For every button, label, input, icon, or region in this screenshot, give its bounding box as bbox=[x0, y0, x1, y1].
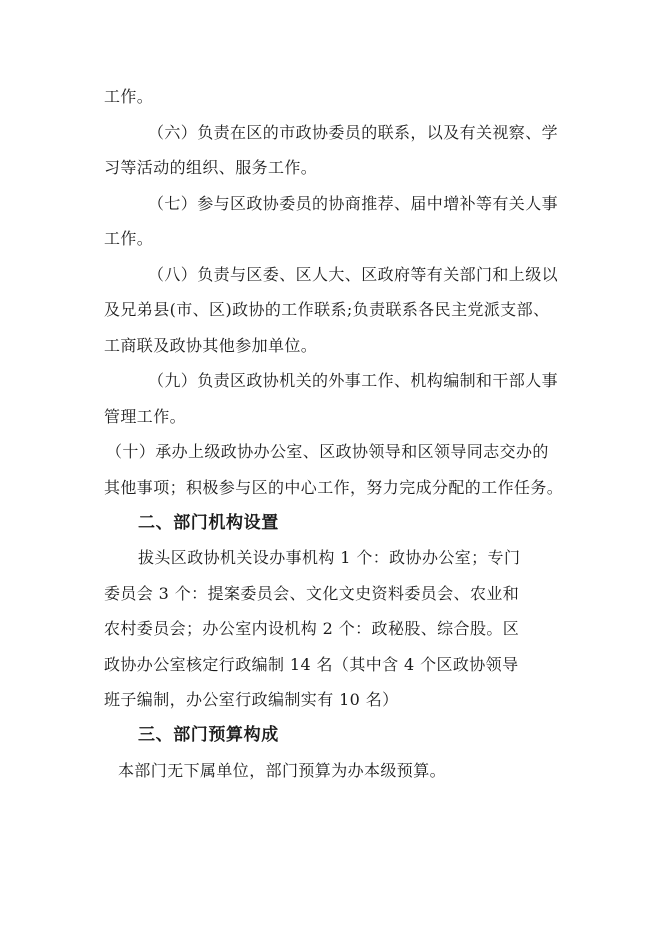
text-line: 及兄弟县(市、区)政协的工作联系;负责联系各民主党派支部、 bbox=[104, 300, 550, 319]
text-line: 本部门无下属单位，部门预算为办本级预算。 bbox=[118, 761, 447, 780]
text-line: 政协办公室核定行政编制 14 名（其中含 4 个区政协领导 bbox=[104, 655, 519, 674]
text-line: 其他事项；积极参与区的中心工作，努力完成分配的工作任务。 bbox=[104, 478, 564, 497]
text-line: （七）参与区政协委员的协商推荐、届中增补等有关人事 bbox=[148, 194, 559, 213]
text-line: （八）负责与区委、区人大、区政府等有关部门和上级以 bbox=[148, 265, 559, 284]
text-line: 管理工作。 bbox=[104, 407, 187, 426]
text-line: 农村委员会；办公室内设机构 2 个：政秘股、综合股。区 bbox=[104, 619, 520, 638]
text-line: （十）承办上级政协办公室、区政协领导和区领导同志交办的 bbox=[106, 442, 549, 461]
text-line: （六）负责在区的市政协委员的联系，以及有关视察、学 bbox=[148, 123, 559, 142]
text-line: 工作。 bbox=[104, 229, 154, 248]
section-heading: 二、部门机构设置 bbox=[138, 513, 279, 533]
text-line: 工商联及政协其他参加单位。 bbox=[104, 336, 318, 355]
text-line: （九）负责区政协机关的外事工作、机构编制和干部人事 bbox=[148, 371, 559, 390]
text-line: 委员会 3 个：提案委员会、文化文史资料委员会、农业和 bbox=[104, 584, 520, 603]
text-line: 习等活动的组织、服务工作。 bbox=[104, 158, 318, 177]
section-heading: 三、部门预算构成 bbox=[138, 725, 279, 745]
text-line: 班子编制，办公室行政编制实有 10 名） bbox=[104, 690, 399, 709]
text-line: 拔头区政协机关设办事机构 1 个：政协办公室；专门 bbox=[138, 548, 521, 567]
text-line: 工作。 bbox=[104, 87, 154, 106]
